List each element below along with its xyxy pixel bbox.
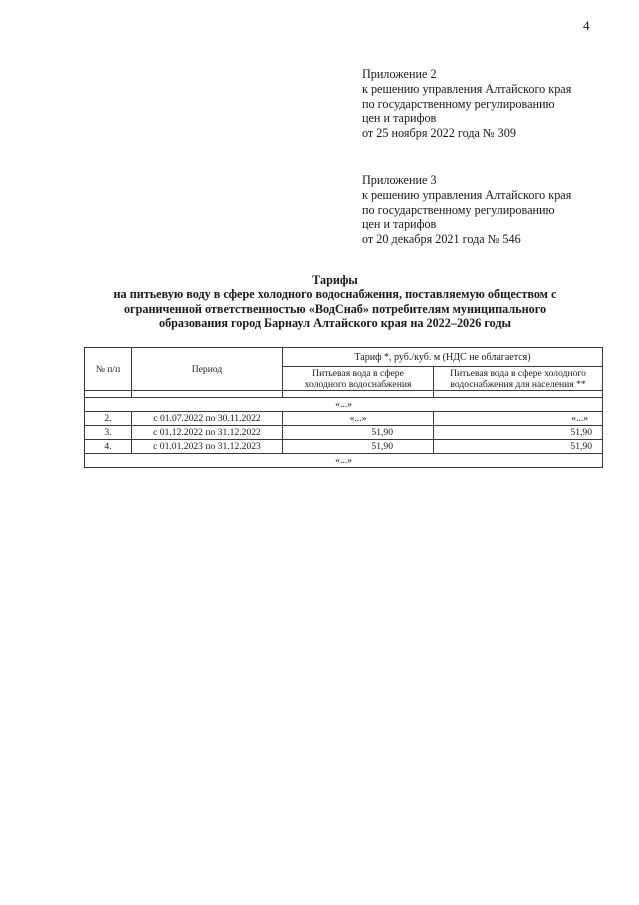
row-number: 4. — [85, 440, 132, 454]
header-tariff-b — [434, 367, 603, 391]
table-row — [85, 412, 603, 426]
row-period: с 01.12.2022 по 31.12.2022 — [132, 426, 283, 440]
annex-3-block — [362, 173, 571, 247]
annex-3-line: по государственному регулированию — [362, 202, 555, 217]
annex-3-line: от 20 декабря 2021 года № 546 — [362, 232, 521, 247]
annex-2-line: Приложение 2 — [362, 67, 437, 81]
annex-2-line: цен и тарифов — [362, 111, 437, 126]
header-tariff-b-line2: водоснабжения для населения ** — [450, 378, 586, 390]
row-tariff-a: «...» — [283, 412, 434, 426]
header-tariff-a-line2: холодного водоснабжения — [304, 378, 412, 390]
annex-2-line: к решению управления Алтайского края — [362, 81, 572, 96]
row-period: с 01.01.2023 по 31.12.2023 — [132, 440, 283, 454]
ellipsis-top: «...» — [85, 398, 603, 412]
row-tariff-b: 51,90 — [434, 426, 603, 440]
table-ellipsis-row — [85, 398, 603, 412]
table-row — [85, 426, 603, 440]
annex-3-line: Приложение 3 — [362, 173, 437, 187]
document-title — [70, 273, 600, 330]
row-period: с 01.07.2022 по 30.11.2022 — [132, 412, 283, 426]
header-tariff-a — [283, 367, 434, 391]
annex-2-line: от 25 ноября 2022 года № 309 — [362, 126, 516, 141]
tariff-table — [84, 347, 603, 468]
row-tariff-b: «...» — [434, 412, 603, 426]
table-spacer-row — [85, 391, 603, 398]
header-number: № п/п — [85, 348, 132, 391]
header-tariff-b-line1: Питьевая вода в сфере холодного — [450, 367, 586, 379]
header-tariff-a-line1: Питьевая вода в сфере — [312, 367, 404, 379]
annex-2-line: по государственному регулированию — [362, 96, 555, 111]
title-line: образования город Барнаул Алтайского края на 2022–2026 годы — [158, 315, 512, 330]
row-tariff-b: 51,90 — [434, 440, 603, 454]
annex-3-line: к решению управления Алтайского края — [362, 187, 572, 202]
annex-2-block — [362, 67, 571, 141]
row-tariff-a: 51,90 — [283, 426, 434, 440]
table-row — [85, 440, 603, 454]
row-number: 3. — [85, 426, 132, 440]
header-period: Период — [132, 348, 283, 391]
annex-3-line: цен и тарифов — [362, 217, 437, 232]
row-tariff-a: 51,90 — [283, 440, 434, 454]
table-ellipsis-row — [85, 454, 603, 468]
title-heading: Тарифы — [312, 273, 358, 287]
row-number: 2. — [85, 412, 132, 426]
header-tariff-group: Тариф *, руб./куб. м (НДС не облагается) — [283, 348, 603, 367]
page-number: 4 — [583, 18, 590, 33]
title-line: на питьевую воду в сфере холодного водоснабжения, поставляемую обществом с — [113, 287, 557, 302]
title-line: ограниченной ответственностью «ВодСнаб» потребителям муниципального — [123, 301, 547, 316]
ellipsis-bottom: «...» — [85, 454, 603, 468]
